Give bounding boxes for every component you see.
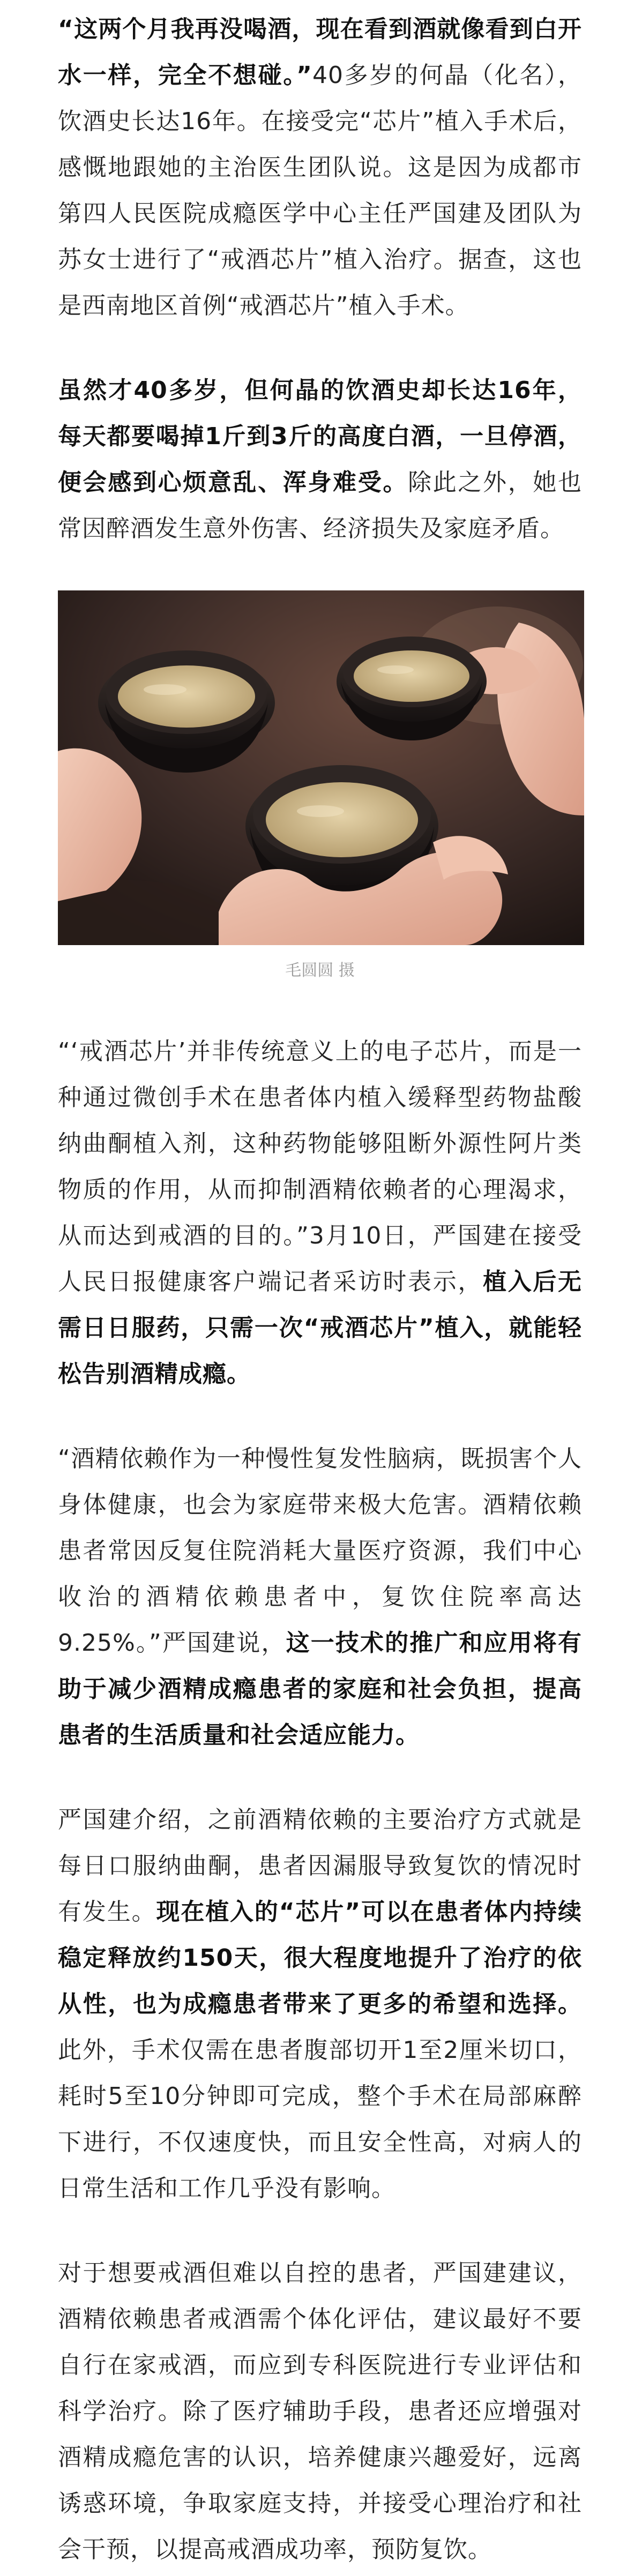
paragraph-bold-text: 虽然才40多岁，但何晶的饮酒史却长达16年，每天都要喝掉1斤到3斤的高度白酒，一旦停酒，便会感到心烦意乱、浑身难受。: [58, 377, 582, 496]
paragraph-text: 对于想要戒酒但难以自控的患者，严国建建议，酒精依赖患者戒酒需个体化评估，建议最好不要自行在家戒酒，而应到专科医院进行专业评估和科学治疗。除了医疗辅助手段，患者还应增强对酒精成瘾危害的认识，培养健康兴趣爱好，远离诱惑环境，争取家庭支持，并接受心理治疗和社会干预，以提高戒酒成功率，预防复饮。: [58, 2259, 582, 2563]
paragraph-text: 此外，手术仅需在患者腹部切开1至2厘米切口，耗时5至10分钟即可完成，整个手术在局部麻醉下进行，不仅速度快，而且安全性高，对病人的日常生活和工作几乎没有影响。: [58, 2036, 582, 2202]
paragraph-bold-text: 现在植入的“芯片”可以在患者体内持续稳定释放约150天，很大程度地提升了治疗的依从性，也为成瘾患者带来了更多的希望和选择。: [58, 1898, 583, 2018]
paragraph-3: [58, 1029, 582, 1397]
paragraph-text: 40多岁的何晶（化名），饮酒史长达16年。在接受完“芯片”植入手术后，感慨地跟她的主治医生团队说。这是因为成都市第四人民医院成瘾医学中心主任严国建及团队为苏女士进行了“戒酒芯片”植入治疗。据查，这也是西南地区首例“戒酒芯片”植入手术。: [58, 62, 582, 319]
toasting-tea-cups-photo: [58, 590, 584, 945]
article-photo: [58, 590, 582, 980]
paragraph-text: 严国建介绍，之前酒精依赖的主要治疗方式就是每日口服纳曲酮，患者因漏服导致复饮的情况时有发生。: [58, 1806, 582, 1926]
paragraph-bold-text: 植入后无需日日服药，只需一次“戒酒芯片”植入，就能轻松告别酒精成瘾。: [58, 1268, 583, 1388]
quote-opening-bold: “这两个月我再没喝酒，现在看到酒就像看到白开水一样，完全不想碰。”: [58, 16, 582, 89]
paragraph-4: [58, 1436, 582, 1758]
paragraph-6: [58, 2250, 582, 2573]
paragraph-2: [58, 368, 582, 552]
paragraph-text: “酒精依赖作为一种慢性复发性脑病，既损害个人身体健康，也会为家庭带来极大危害。酒精依赖患者常因反复住院消耗大量医疗资源，我们中心收治的酒精依赖患者中，复饮住院率高达9.25%。”严国建说，: [58, 1445, 582, 1657]
paragraph-text: “‘戒酒芯片’并非传统意义上的电子芯片，而是一种通过微创手术在患者体内植入缓释型药物盐酸纳曲酮植入剂，这种药物能够阻断外源性阿片类物质的作用，从而抑制酒精依赖者的心理渴求，从而达到戒酒的目的。”3月10日，严国建在接受人民日报健康客户端记者采访时表示，: [58, 1038, 582, 1296]
paragraph-5: [58, 1797, 582, 2212]
photo-caption: 毛圆圆 摄: [285, 961, 355, 980]
paragraph-text: 除此之外，她也常因醉酒发生意外伤害、经济损失及家庭矛盾。: [58, 469, 583, 542]
paragraph-bold-text: 这一技术的推广和应用将有助于减少酒精成瘾患者的家庭和社会负担，提高患者的生活质量和社会适应能力。: [58, 1629, 582, 1749]
paragraph-1: [58, 6, 582, 329]
